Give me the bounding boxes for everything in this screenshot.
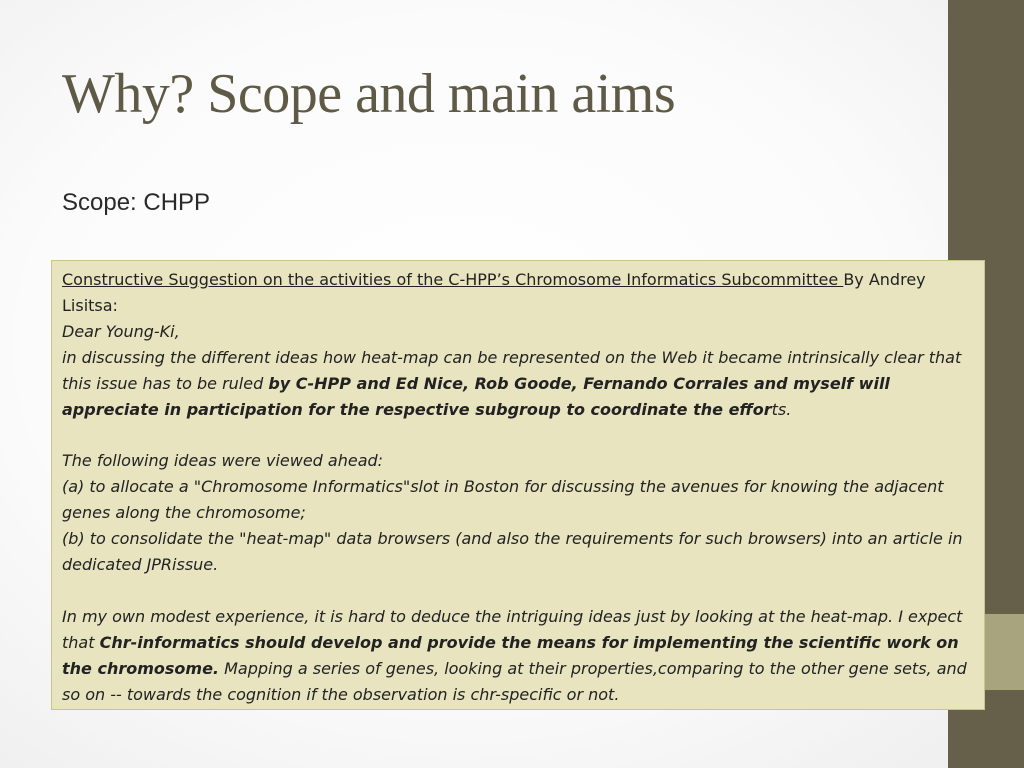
quote-idea-b: (b) to consolidate the "heat-map" data browsers (and also the requirements for such browsers) into an article in dedicated JPRissue.	[62, 529, 963, 575]
quote-ideas-intro: The following ideas were viewed ahead:	[62, 451, 384, 471]
quote-paragraph-1-start: in discussing the different ideas how heat-map can be represented on the Web it became intrinsically clear that this issue has to be ruled	[62, 347, 962, 393]
quote-idea-a: (a) to allocate a "Chromosome Informatics"slot in Boston for discussing the avenues for knowing the adjacent genes along the chromosome;	[62, 477, 944, 523]
scope-subtitle: Scope: CHPP	[62, 189, 211, 216]
quote-paragraph-3-start: In my own modest experience, it is hard to deduce the intriguing ideas just by looking at the heat-map. I expect that	[62, 606, 963, 652]
quote-heading-link[interactable]: Constructive Suggestion on the activities of the C-HPP’s Chromosome Informatics Subcommittee	[62, 270, 844, 289]
quote-box	[51, 260, 985, 710]
slide-title: Why? Scope and main aims	[62, 63, 676, 125]
quote-heading	[62, 267, 972, 319]
quote-salutation: Dear Young-Ki,	[62, 321, 180, 341]
quote-paragraph-1-end: ts.	[771, 399, 792, 419]
quote-paragraph-1-bold: by C-HPP and Ed Nice, Rob Goode, Fernando Corrales and myself will appreciate in participation for the respective subgroup to coordinate the effor	[62, 373, 890, 419]
quote-paragraph-1	[62, 345, 972, 423]
quote-heading-author: By Andrey Lisitsa:	[62, 270, 926, 315]
right-sidebar-accent	[985, 614, 1024, 690]
quote-paragraph-3-end: Mapping a series of genes, looking at their properties,comparing to the other gene sets, and so on -- towards the cognition if the observation is chr-specific or not.	[62, 658, 967, 704]
quote-paragraph-3-bold: Chr-informatics should develop and provide the means for implementing the scientific work on the chromosome.	[62, 632, 959, 678]
quote-paragraph-3	[62, 604, 972, 708]
